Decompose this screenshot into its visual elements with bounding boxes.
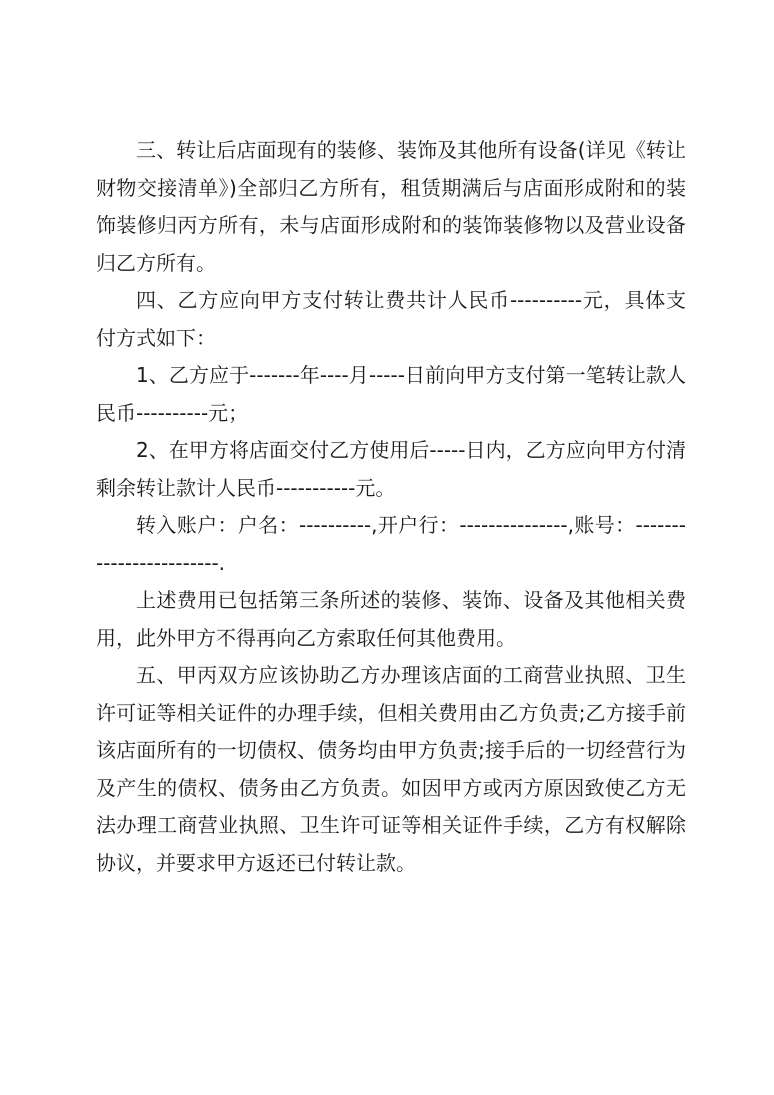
paragraph-clause-5: 五、甲丙双方应该协助乙方办理该店面的工商营业执照、卫生许可证等相关证件的办理手续，但相关费用由乙方负责;乙方接手前该店面所有的一切债权、债务均由甲方负责;接手后的一切经营行为及产生的债权、债务由乙方负责。如因甲方或丙方原因致使乙方无法办理工商营业执照、卫生许可证等相关证件手续，乙方有权解除协议，并要求甲方返还已付转让款。 xyxy=(96,663,686,875)
paragraph-payment-1: 1、乙方应于-------年----月-----日前向甲方支付第一笔转让款人民币----------元； xyxy=(96,363,686,425)
paragraph-payment-2: 2、在甲方将店面交付乙方使用后-----日内，乙方应向甲方付清剩余转让款计人民币-----------元。 xyxy=(96,438,686,500)
paragraph-fees-note: 上述费用已包括第三条所述的装修、装饰、设备及其他相关费用，此外甲方不得再向乙方索取任何其他费用。 xyxy=(96,588,686,650)
paragraph-account-info: 转入账户：户名：----------,开户行：---------------,账号：------------------------. xyxy=(96,513,686,575)
document-body xyxy=(96,132,686,882)
paragraph-clause-3: 三、转让后店面现有的装修、装饰及其他所有设备(详见《转让财物交接清单》)全部归乙方所有，租赁期满后与店面形成附和的装饰装修归丙方所有，未与店面形成附和的装饰装修物以及营业设备归乙方所有。 xyxy=(96,138,686,275)
paragraph-clause-4: 四、乙方应向甲方支付转让费共计人民币----------元，具体支付方式如下： xyxy=(96,288,686,350)
